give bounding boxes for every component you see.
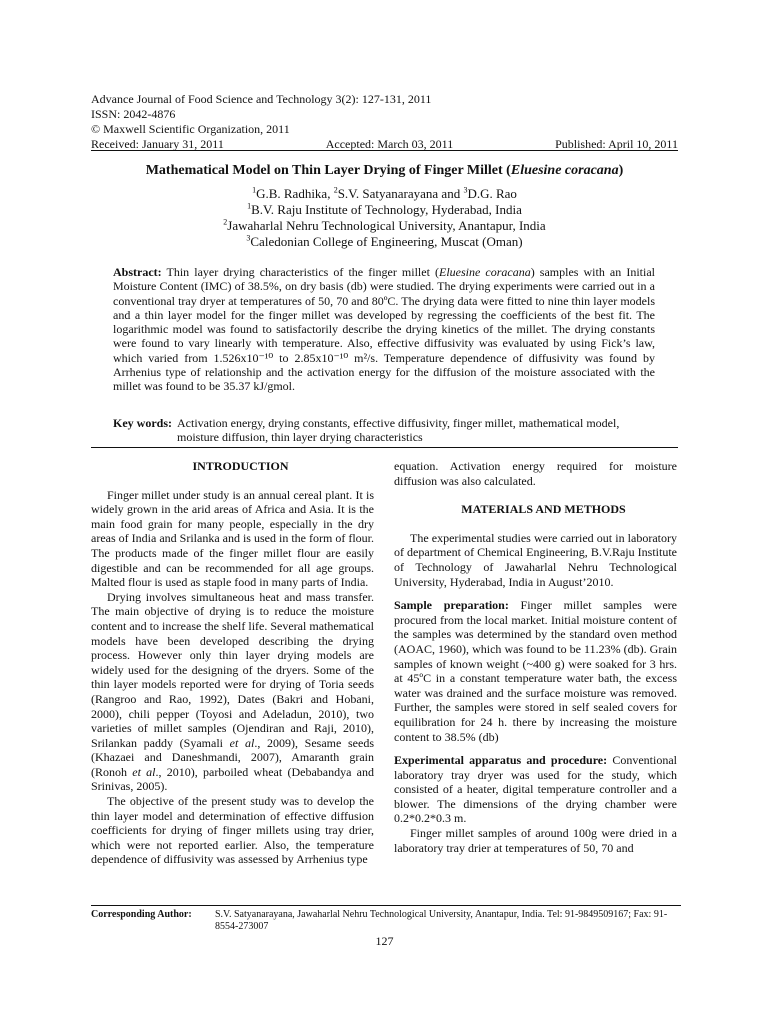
title-species: Eluesine coracana [510,163,619,178]
corresponding-author-label: Corresponding Author: [91,909,192,920]
keywords-label: Key words: [113,416,172,430]
author-block [91,186,678,250]
methods-paragraph-4: Finger millet samples of around 100g were dried in a laboratory tray drier at temperatures of 50, 70 and [394,826,677,855]
keywords-text: Activation energy, drying constants, effective diffusivity, finger millet, mathematical model, moisture diffusion, thin layer drying characteristics [177,416,620,445]
journal-citation: Advance Journal of Food Science and Technology 3(2): 127-131, 2011 [91,92,432,106]
header-rule [91,150,678,151]
intro-paragraph-1: Finger millet under study is an annual cereal plant. It is widely grown in the arid areas of Africa and Asia. It is the main food grain for many people, especially in the dry areas of India and Srilanka and is used in the form of flour. The products made of the finger millet flour are easily digestible and can be recommended for all age groups. Malted flour is used as staple food in many parts of India. [91,487,374,590]
affiliation-1: $^1$B.V. Raju Institute of Technology, Hyderabad, India [247,201,522,217]
author-3: D.G. Rao [467,186,517,201]
abstract-label: Abstract: [113,265,162,279]
accepted-date: Accepted: March 03, 2011 [325,137,454,151]
footer-rule [91,905,681,906]
methods-paragraph-1: The experimental studies were carried out in laboratory of department of Chemical Engineering, B.V.Raju Institute of Technology of Jawaharlal Nehru Technological University, Hyderabad, India in August’2010. [394,530,677,589]
title-text: Mathematical Model on Thin Layer Drying of Finger Millet ( [145,163,511,178]
experimental-apparatus: Experimental apparatus and procedure: Conventional laboratory tray dryer was used for the study, which consisted of a heater, digital temperature controller and a blower. The dimensions of the drying chamber were 0.2*0.2*0.3 m. [394,753,677,826]
corresponding-author [91,909,681,933]
introduction-heading: INTRODUCTION [192,459,289,473]
keywords [113,416,655,445]
intro-paragraph-3: The objective of the present study was to develop the thin layer model and determination of effective diffusion coefficients for drying of finger millets using tray drier, which were not reported earlier. Also, the temperature dependence of diffusivity was assessed by Arrhenius type [91,794,374,867]
affiliation-3: $^3$Caledonian College of Engineering, Muscat (Oman) [246,233,523,249]
journal-header [91,92,678,152]
paper-title [91,163,678,179]
keywords-rule [91,447,678,448]
affiliation-2: $^2$Jawaharlal Nehru Technological University, Anantapur, India [223,217,546,233]
received-date: Received: January 31, 2011 [91,137,224,151]
abstract: Abstract: Thin layer drying characteristics of the finger millet (Eluesine coracana) samples with an Initial Moisture Content (IMC) of 38.5%, on dry basis (db) were studied. The drying experiments were carried out in a conventional tray dryer at temperatures of 50, 70 and 80ºC. The drying data were fitted to nine thin layer models and a thin layer model for the finger millet was developed by regressing the coefficients of the best fit. The logarithmic model was found to satisfactorily describe the drying kinetics of the millet. The drying constants were found to vary linearly with temperature. Also, effective diffusivity was evaluated by using Fick’s law, which varied from 1.526x10⁻¹⁰ to 2.85x10⁻¹⁰ m²/s. Temperature dependence of diffusivity was found by Arrhenius type of relationship and the activation energy for the diffusion of the moisture associated with the millet was found to be 35.37 kJ/gmol. [113,265,655,394]
author-2: S.V. Satyanarayana and [337,186,464,201]
author-names: $^1$G.B. Radhika, $^2$S.V. Satyanarayana and $^3$D.G. Rao [252,185,517,201]
title-close: ) [618,163,624,178]
left-column [91,459,374,867]
intro-continuation: equation. Activation energy required for moisture diffusion was also calculated. [394,459,677,488]
page-number: 127 [375,934,394,948]
intro-paragraph-2: Drying involves simultaneous heat and mass transfer. The main objective of drying is to reduce the moisture content and to increase the shelf life. Several mathematical models have been developed describing the drying process. However only thin layer drying models are widely used for the designing of the dryers. Some of the thin layer models reported were for drying of Toria seeds (Rangroo and Rao, 1992), Dates (Bakri and Hobani, 2000), chili pepper (Toyosi and Adeladun, 2010), two varieties of millet samples (Ojendiran and Raji, 2010), Srilankan paddy (Syamali et al., 2009), Sesame seeds (Khazaei and Daneshmandi, 2007), Amaranth grain (Ronoh et al., 2010), parboiled wheat (Debabandya and Srinivas, 2005). [91,589,374,794]
right-column [394,459,677,855]
methods-heading: MATERIALS AND METHODS [461,502,626,517]
author-1: G.B. Radhika, [256,186,334,201]
corresponding-author-text: S.V. Satyanarayana, Jawaharlal Nehru Technological University, Anantapur, India. Tel: 91-9849509167; Fax: 91-8554-273007 [215,909,668,932]
journal-copyright: © Maxwell Scientific Organization, 2011 [91,122,290,136]
published-date: Published: April 10, 2011 [555,137,678,151]
sample-preparation: Sample preparation: Finger millet samples were procured from the local market. Initial moisture content of the samples was determined by the standard oven method (AOAC, 1960), which was found to be 11.23% (db). Grain samples of known weight (~400 g) were soaked for 3 hrs. at 45ºC in a constant temperature water bath, the excess water was drained and the surface moisture was removed. Further, the samples were stored in self sealed covers for equilibration for 24 h. there by increasing the moisture content to 38.5% (db) [394,598,677,744]
journal-issn: ISSN: 2042-4876 [91,107,176,121]
